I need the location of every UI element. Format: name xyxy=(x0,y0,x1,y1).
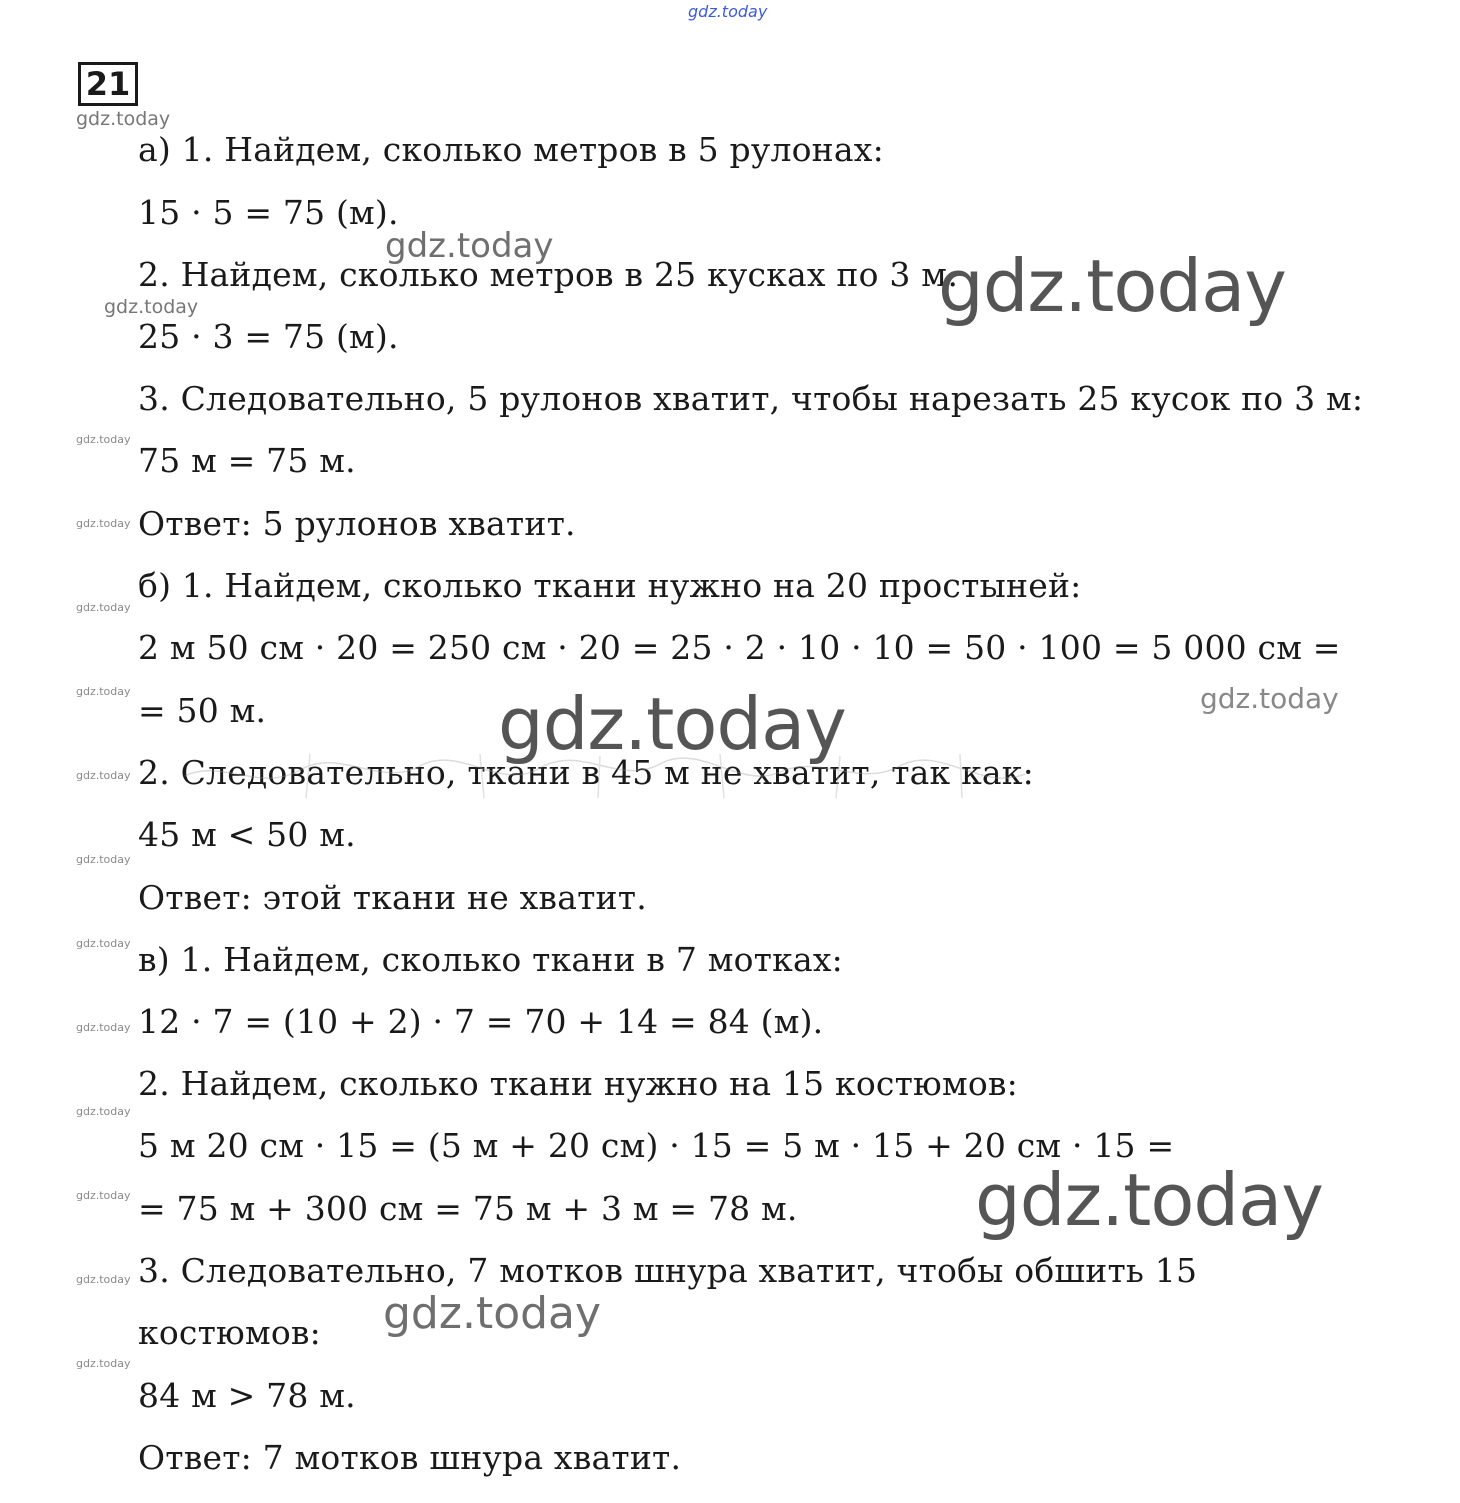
solution-line: = 50 м. xyxy=(138,691,267,730)
solution-line: 5 м 20 см · 15 = (5 м + 20 см) · 15 = 5 м · 15 + 20 см · 15 = xyxy=(138,1126,1175,1165)
solution-line: 2. Найдем, сколько ткани нужно на 15 костюмов: xyxy=(138,1064,1018,1103)
watermark-margin: gdz.today xyxy=(76,769,131,782)
solution-line: костюмов: xyxy=(138,1313,321,1352)
watermark: gdz.today xyxy=(383,1288,602,1339)
watermark-large: gdz.today xyxy=(498,682,846,766)
solution-line: 3. Следовательно, 7 мотков шнура хватит, чтобы обшить 15 xyxy=(138,1251,1198,1290)
answer-line: Ответ: 5 рулонов хватит. xyxy=(138,504,576,543)
watermark-top: gdz.today xyxy=(688,2,768,21)
solution-line: 84 м > 78 м. xyxy=(138,1376,356,1415)
task-number: 21 xyxy=(78,62,138,106)
watermark: gdz.today xyxy=(1200,682,1339,715)
solution-line: 3. Следовательно, 5 рулонов хватит, чтобы нарезать 25 кусок по 3 м: xyxy=(138,379,1364,418)
watermark: gdz.today xyxy=(385,226,554,266)
solution-line: в) 1. Найдем, сколько ткани в 7 мотках: xyxy=(138,940,843,979)
solution-line: б) 1. Найдем, сколько ткани нужно на 20 простыней: xyxy=(138,566,1082,605)
solution-line: 12 · 7 = (10 + 2) · 7 = 70 + 14 = 84 (м). xyxy=(138,1002,824,1041)
watermark-margin: gdz.today xyxy=(76,517,131,530)
solution-line: 2 м 50 см · 20 = 250 см · 20 = 25 · 2 · 10 · 10 = 50 · 100 = 5 000 см = xyxy=(138,628,1341,667)
watermark-margin: gdz.today xyxy=(76,1273,131,1286)
watermark-large: gdz.today xyxy=(975,1158,1323,1242)
answer-line: Ответ: 7 мотков шнура хватит. xyxy=(138,1438,682,1477)
watermark-margin: gdz.today xyxy=(76,937,131,950)
solution-line: 45 м < 50 м. xyxy=(138,815,356,854)
solution-line: = 75 м + 300 см = 75 м + 3 м = 78 м. xyxy=(138,1189,798,1228)
watermark-margin: gdz.today xyxy=(76,1021,131,1034)
watermark-margin: gdz.today xyxy=(76,685,131,698)
answer-line: Ответ: этой ткани не хватит. xyxy=(138,878,647,917)
watermark: gdz.today xyxy=(104,296,199,318)
watermark-margin: gdz.today xyxy=(76,853,131,866)
watermark-margin: gdz.today xyxy=(76,1105,131,1118)
solution-line: а) 1. Найдем, сколько метров в 5 рулонах: xyxy=(138,130,884,169)
solution-line: 75 м = 75 м. xyxy=(138,441,356,480)
watermark-large: gdz.today xyxy=(938,244,1286,328)
watermark-under-number: gdz.today xyxy=(76,108,171,130)
watermark-margin: gdz.today xyxy=(76,1189,131,1202)
solution-line: 2. Найдем, сколько метров в 25 кусках по 3 м: xyxy=(138,255,959,294)
solution-line: 2. Следовательно, ткани в 45 м не хватит, так как: xyxy=(138,753,1034,792)
watermark-margin: gdz.today xyxy=(76,1357,131,1370)
watermark-margin: gdz.today xyxy=(76,433,131,446)
solution-line: 15 · 5 = 75 (м). xyxy=(138,193,399,232)
watermark-margin: gdz.today xyxy=(76,601,131,614)
solution-line: 25 · 3 = 75 (м). xyxy=(138,317,399,356)
